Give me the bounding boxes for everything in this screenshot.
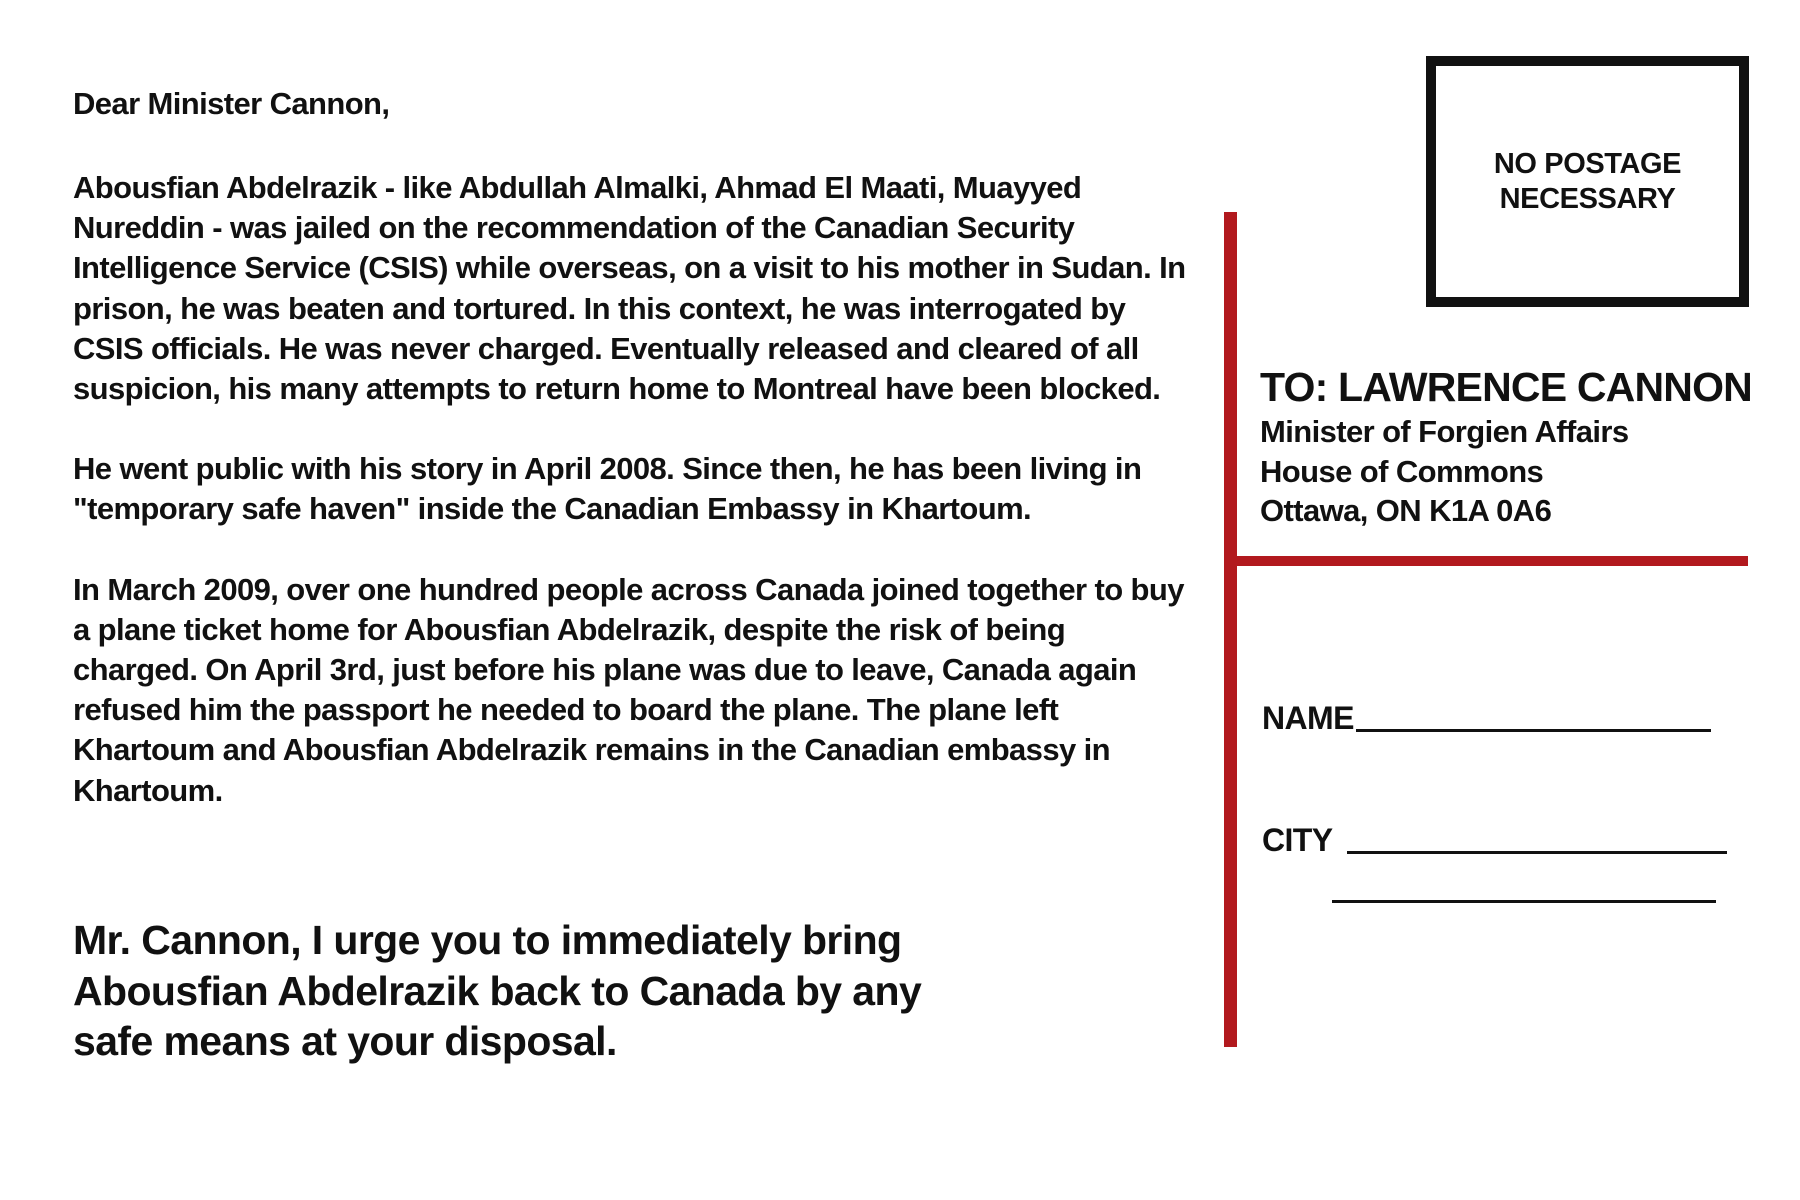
extra-blank-line[interactable] [1332,900,1716,903]
letter-paragraph-1: Abousfian Abdelrazik - like Abdullah Almalki, Ahmad El Maati, Muayyed Nureddin - was jailed on the recommendation of the Canadian Security Intelligence Service (CSIS) while overseas, on a visit to his mother in Sudan. In prison, he was beaten and tortured. In this context, he was interrogated by CSIS officials. He was never charged. Eventually released and cleared of all suspicion, his many attempts to return home to Montreal have been blocked. [73,170,1186,407]
recipient-street: House of Commons [1260,453,1544,489]
recipient-title: Minister of Forgien Affairs [1260,414,1629,449]
recipient-city-postal: Ottawa, ON K1A 0A6 [1260,493,1552,528]
letter-closing: Mr. Cannon, I urge you to immediately bring Abousfian Abdelrazik back to Canada by any safe means at your disposal. [73,917,922,1064]
city-label: CITY [1262,822,1333,858]
stamp-line-2: NECESSARY [1499,182,1676,215]
recipient-address [1260,364,1760,531]
salutation: Dear Minister Cannon, [73,86,390,121]
letter-paragraph-2: He went public with his story in April 2008. Since then, he has been living in "temporary safe haven" inside the Canadian Embassy in Khartoum. [73,451,1142,527]
extra-field-row [1332,900,1716,907]
stamp-line-1: NO POSTAGE [1493,147,1682,180]
city-field-row [1262,822,1727,858]
vertical-divider [1224,212,1237,1047]
name-label: NAME [1262,700,1354,736]
postage-stamp-box [1426,56,1749,307]
recipient-name: TO: LAWRENCE CANNON [1260,364,1752,410]
name-blank-line[interactable] [1356,729,1711,732]
city-blank-line[interactable] [1347,851,1727,854]
horizontal-divider [1232,556,1748,566]
letter-paragraph-3: In March 2009, over one hundred people across Canada joined together to buy a plane ticket home for Abousfian Abdelrazik, despite the risk of being charged. On April 3rd, just before his plane was due to leave, Canada again refused him the passport he needed to board the plane. The plane left Khartoum and Abousfian Abdelrazik remains in the Canadian embassy in Khartoum. [73,571,1184,808]
postage-stamp-text [1468,147,1708,217]
name-field-row [1262,700,1711,736]
letter-body [73,84,1193,851]
